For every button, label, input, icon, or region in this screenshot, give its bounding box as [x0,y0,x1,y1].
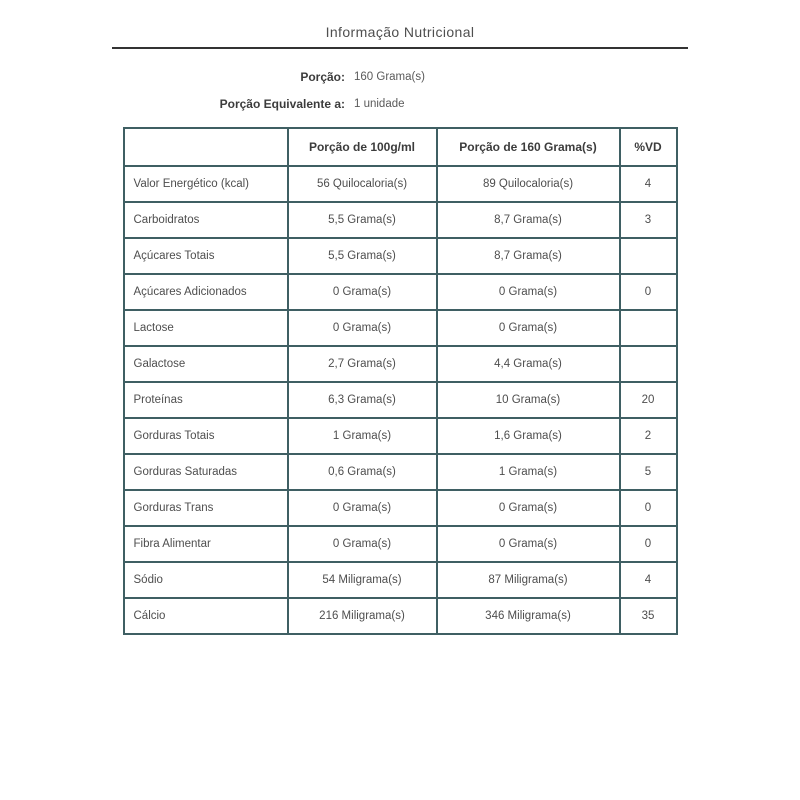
vd-cell [620,346,677,382]
vd-cell: 0 [620,526,677,562]
vd-cell: 5 [620,454,677,490]
vd-cell: 0 [620,490,677,526]
table-header-row [124,128,677,166]
per-100g-cell: 5,5 Grama(s) [288,238,437,274]
title-divider [112,47,688,49]
table-row [124,490,677,526]
per-serving-cell: 0 Grama(s) [437,274,620,310]
per-serving-cell: 1 Grama(s) [437,454,620,490]
vd-cell: 35 [620,598,677,634]
per-serving-cell: 346 Miligrama(s) [437,598,620,634]
serving-size-row [112,63,688,90]
vd-cell: 0 [620,274,677,310]
table-row [124,454,677,490]
nutrient-cell: Gorduras Saturadas [124,454,288,490]
per-100g-cell: 0 Grama(s) [288,526,437,562]
per-100g-cell: 54 Miligrama(s) [288,562,437,598]
vd-cell: 4 [620,166,677,202]
nutrient-cell: Carboidratos [124,202,288,238]
col-header-per-serving: Porção de 160 Grama(s) [437,128,620,166]
per-serving-cell: 0 Grama(s) [437,310,620,346]
serving-equivalent-row [112,90,688,117]
nutrient-cell: Galactose [124,346,288,382]
per-100g-cell: 0 Grama(s) [288,310,437,346]
per-100g-cell: 56 Quilocaloria(s) [288,166,437,202]
table-row [124,418,677,454]
table-row [124,562,677,598]
col-header-per-100g: Porção de 100g/ml [288,128,437,166]
col-header-vd: %VD [620,128,677,166]
nutrient-cell: Fibra Alimentar [124,526,288,562]
vd-cell [620,238,677,274]
per-serving-cell: 89 Quilocaloria(s) [437,166,620,202]
table-row [124,526,677,562]
per-serving-cell: 4,4 Grama(s) [437,346,620,382]
per-serving-cell: 8,7 Grama(s) [437,202,620,238]
serving-equivalent-value: 1 unidade [354,97,405,110]
per-100g-cell: 5,5 Grama(s) [288,202,437,238]
table-row [124,166,677,202]
vd-cell: 3 [620,202,677,238]
col-header-nutrient [124,128,288,166]
nutrient-cell: Valor Energético (kcal) [124,166,288,202]
nutrient-cell: Proteínas [124,382,288,418]
table-row [124,202,677,238]
nutrient-cell: Açúcares Adicionados [124,274,288,310]
per-100g-cell: 0,6 Grama(s) [288,454,437,490]
nutrient-cell: Cálcio [124,598,288,634]
per-100g-cell: 0 Grama(s) [288,274,437,310]
vd-cell: 4 [620,562,677,598]
table-row [124,310,677,346]
per-100g-cell: 0 Grama(s) [288,490,437,526]
nutrient-cell: Sódio [124,562,288,598]
per-serving-cell: 8,7 Grama(s) [437,238,620,274]
nutrition-table-body [124,166,677,634]
nutrient-cell: Lactose [124,310,288,346]
table-row [124,274,677,310]
serving-equivalent-label: Porção Equivalente a: [219,96,345,111]
per-serving-cell: 10 Grama(s) [437,382,620,418]
table-row [124,598,677,634]
per-serving-cell: 0 Grama(s) [437,490,620,526]
per-100g-cell: 6,3 Grama(s) [288,382,437,418]
nutrient-cell: Gorduras Trans [124,490,288,526]
per-100g-cell: 216 Miligrama(s) [288,598,437,634]
page-title: Informação Nutricional [325,24,475,40]
per-serving-cell: 0 Grama(s) [437,526,620,562]
table-row [124,382,677,418]
nutrient-cell: Açúcares Totais [124,238,288,274]
serving-size-value: 160 Grama(s) [354,70,425,83]
table-row [124,346,677,382]
table-row [124,238,677,274]
vd-cell: 20 [620,382,677,418]
nutrition-table [123,127,678,635]
nutrient-cell: Gorduras Totais [124,418,288,454]
per-serving-cell: 87 Miligrama(s) [437,562,620,598]
serving-info [112,63,688,117]
vd-cell: 2 [620,418,677,454]
per-100g-cell: 2,7 Grama(s) [288,346,437,382]
per-serving-cell: 1,6 Grama(s) [437,418,620,454]
per-100g-cell: 1 Grama(s) [288,418,437,454]
vd-cell [620,310,677,346]
serving-size-label: Porção: [300,69,345,84]
